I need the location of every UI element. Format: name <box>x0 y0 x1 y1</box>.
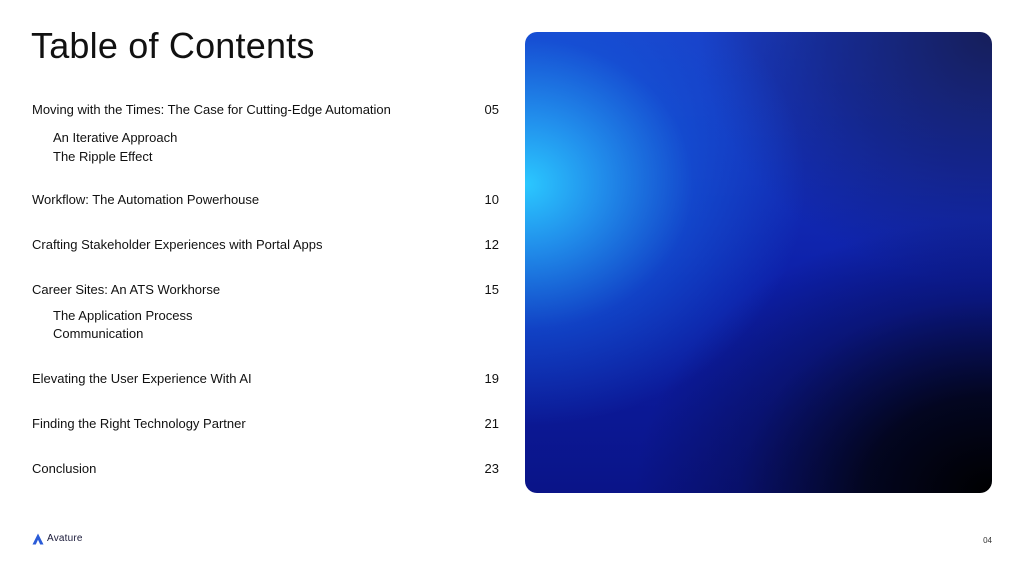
toc-entry-title[interactable]: Career Sites: An ATS Workhorse <box>32 282 221 297</box>
toc-entry[interactable] <box>32 235 499 255</box>
toc-entry-page: 12 <box>484 237 499 252</box>
toc-subitem[interactable]: Communication <box>53 326 144 341</box>
toc-entry-page: 23 <box>484 461 499 476</box>
toc-entry[interactable] <box>32 190 499 210</box>
toc-entry-page: 19 <box>484 371 499 386</box>
toc-entry-page: 10 <box>484 192 499 207</box>
toc-entry-page: 21 <box>484 416 499 431</box>
toc-entry-title[interactable]: Moving with the Times: The Case for Cutting-Edge Automation <box>32 102 391 117</box>
toc-entry[interactable] <box>32 369 499 389</box>
toc-subitem[interactable]: The Application Process <box>53 308 193 323</box>
toc-entry-page: 05 <box>484 102 499 117</box>
toc-entry[interactable] <box>32 459 499 479</box>
avature-logo-icon <box>32 533 44 545</box>
toc-entry-title[interactable]: Conclusion <box>32 461 97 476</box>
toc-subitem[interactable]: The Ripple Effect <box>53 149 153 164</box>
page-number: 04 <box>983 536 992 545</box>
toc-entry[interactable] <box>32 280 499 300</box>
toc-subitem[interactable]: An Iterative Approach <box>53 130 178 145</box>
toc-entry-title[interactable]: Finding the Right Technology Partner <box>32 416 246 431</box>
gradient-image-panel <box>525 32 992 493</box>
avature-logo <box>32 531 83 547</box>
page-title: Table of Contents <box>31 25 315 66</box>
logo-text: Avature <box>47 533 83 544</box>
toc-entry-title[interactable]: Workflow: The Automation Powerhouse <box>32 192 260 207</box>
toc-entry[interactable] <box>32 414 499 434</box>
toc-entry-title[interactable]: Elevating the User Experience With AI <box>32 371 252 386</box>
toc-entry-title[interactable]: Crafting Stakeholder Experiences with Portal Apps <box>32 237 323 252</box>
toc-entry-page: 15 <box>484 282 499 297</box>
toc-entry[interactable] <box>32 100 499 120</box>
